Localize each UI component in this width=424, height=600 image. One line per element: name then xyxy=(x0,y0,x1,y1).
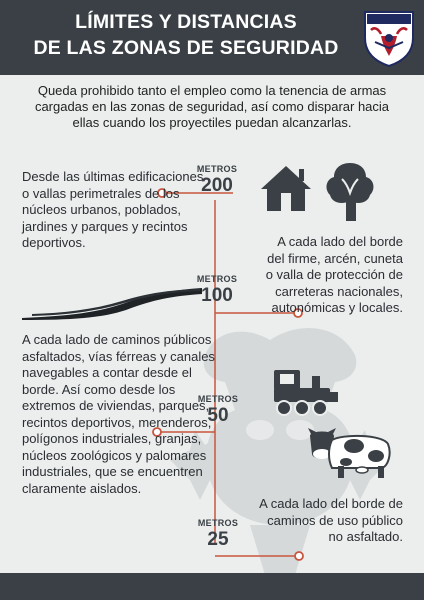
connector-25-dot xyxy=(295,552,303,560)
train-icon xyxy=(272,368,340,418)
zone-200-description: Desde las últimas edificaciones o vallas perimetrales de los núcleos urbanos, poblados, jardines y parques y recintos deportivos. xyxy=(22,169,204,250)
title-line-1: LÍMITES Y DISTANCIAS xyxy=(75,11,297,33)
footer-bar xyxy=(0,573,424,600)
house-icon xyxy=(259,163,313,213)
tree-icon xyxy=(322,159,378,221)
road-icon xyxy=(22,286,202,320)
distance-value: 200 xyxy=(201,175,233,196)
distance-value: 25 xyxy=(207,529,229,550)
distance-value: 50 xyxy=(207,405,229,426)
title-line-2: DE LAS ZONAS DE SEGURIDAD xyxy=(33,37,339,59)
distance-unit: METROS xyxy=(197,518,239,528)
distance-unit: METROS xyxy=(196,164,238,174)
distance-unit: METROS xyxy=(196,274,238,284)
cow-icon xyxy=(302,424,392,480)
zone-100-description: A cada lado del borde del firme, arcén, cuneta o valla de protección de carreteras nacionales, autonómicas y locales. xyxy=(265,234,403,315)
intro-paragraph: Queda prohibido tanto el empleo como la tenencia de armas cargadas en las zonas de seguridad, así como disparar hacia ellas cuando los proyectiles puedan alcanzarlas. xyxy=(34,83,390,130)
zone-25-description: A cada lado del borde de caminos de uso público no asfaltado. xyxy=(259,496,403,544)
distance-label-25 xyxy=(190,518,246,550)
distance-unit: METROS xyxy=(197,394,239,404)
distance-value: 100 xyxy=(201,285,233,306)
zone-50-description: A cada lado de caminos públicos asfaltados, vías férreas y canales navegables a contar desde el borde. Así como desde los extremos de viviendas, parques, recintos deportivos, merenderos, polígonos industriales, granjas, núcleos zoológicos y palomares industriales, que se encuentren claramente aislados. xyxy=(22,332,215,496)
